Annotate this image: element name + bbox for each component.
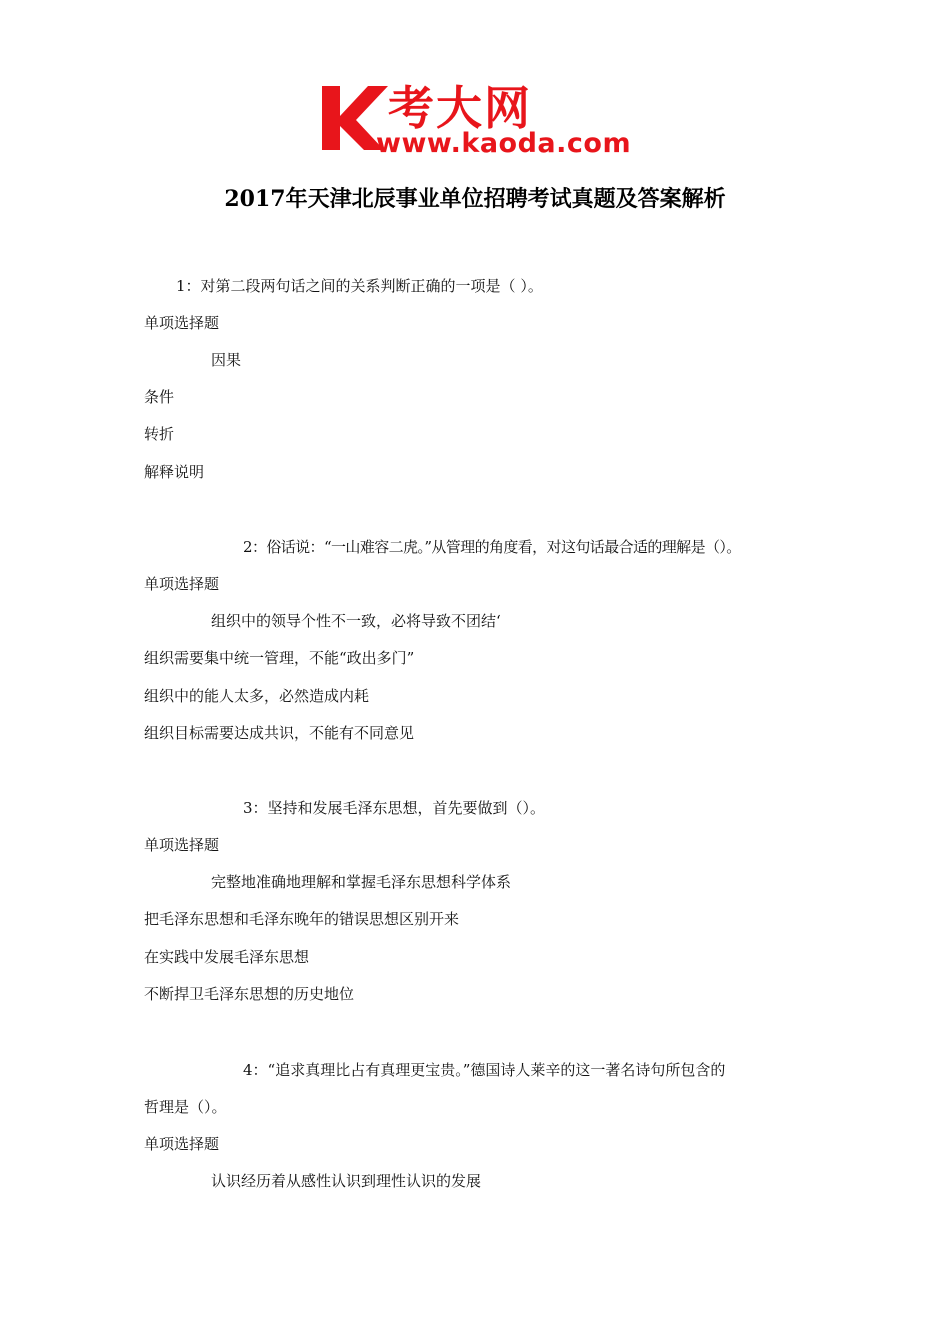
option-a: 完整地准确地理解和掌握毛泽东思想科学体系	[211, 873, 512, 891]
question-stem-continued: 哲理是（）。	[144, 1098, 227, 1116]
kaoda-logo	[318, 78, 638, 160]
option-d: 不断捍卫毛泽东思想的历史地位	[144, 985, 355, 1003]
option-b: 组织需要集中统一管理，不能“政出多门”	[144, 649, 415, 667]
logo-url: www.kaoda.com	[376, 128, 632, 159]
option-d: 解释说明	[144, 463, 205, 481]
option-b: 条件	[144, 388, 175, 406]
question-stem: 1：对第二段两句话之间的关系判断正确的一项是（ ）。	[176, 277, 543, 295]
question-type: 单项选择题	[144, 1135, 220, 1153]
question-stem: 3：坚持和发展毛泽东思想，首先要做到（）。	[243, 799, 546, 817]
option-c: 组织中的能人太多，必然造成内耗	[144, 687, 370, 705]
logo-brand-text: 考大网	[388, 81, 532, 135]
document-title: 2017年天津北辰事业单位招聘考试真题及答案解析	[224, 186, 726, 212]
option-b: 把毛泽东思想和毛泽东晚年的错误思想区别开来	[144, 910, 460, 928]
option-a: 因果	[211, 351, 242, 369]
option-a: 认识经历着从感性认识到理性认识的发展	[211, 1172, 482, 1190]
question-type: 单项选择题	[144, 314, 220, 332]
question-type: 单项选择题	[144, 575, 220, 593]
option-d: 组织目标需要达成共识，不能有不同意见	[144, 724, 415, 742]
option-c: 在实践中发展毛泽东思想	[144, 948, 310, 966]
question-type: 单项选择题	[144, 836, 220, 854]
question-stem: 2：俗话说：“一山难容二虎。”从管理的角度看，对这句话最合适的理解是（）。	[243, 538, 741, 556]
question-stem: 4：“追求真理比占有真理更宝贵。”德国诗人莱辛的这一著名诗句所包含的	[243, 1061, 726, 1079]
option-c: 转折	[144, 425, 175, 443]
option-a: 组织中的领导个性不一致，必将导致不团结‘	[211, 612, 501, 630]
